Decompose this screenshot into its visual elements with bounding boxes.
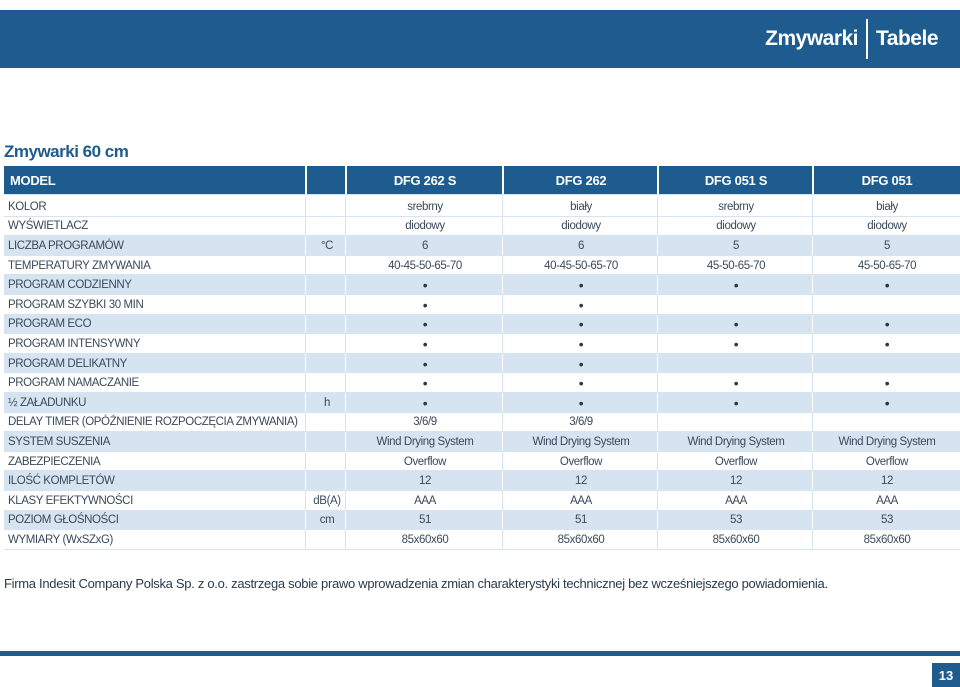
column-divider [345, 236, 346, 256]
row-label: PROGRAM SZYBKI 30 MIN [8, 298, 144, 311]
spec-value [814, 354, 960, 374]
row-label: LICZBA PROGRAMÓW [8, 239, 124, 252]
section-title: Zmywarki 60 cm [4, 142, 129, 161]
header-separator [866, 19, 868, 59]
row-unit: h [324, 396, 330, 409]
spec-value: 6 [578, 239, 584, 252]
spec-value [659, 295, 813, 315]
row-label: ZABEZPIECZENIA [8, 455, 101, 468]
column-divider [305, 166, 307, 194]
feature-dot: • [422, 296, 428, 313]
spec-value: srebrny [407, 200, 443, 213]
spec-value [659, 354, 813, 374]
spec-value: diodowy [405, 220, 445, 233]
feature-dot: • [733, 335, 739, 352]
spec-value: 3/6/9 [569, 416, 593, 429]
column-divider [345, 295, 346, 315]
column-divider [305, 393, 306, 413]
table-row [4, 432, 960, 452]
spec-value: Wind Drying System [376, 435, 474, 448]
spec-value: 40-45-50-65-70 [544, 259, 618, 272]
column-divider [305, 354, 306, 374]
model-header-row [4, 166, 960, 194]
header-section: Zmywarki [765, 27, 859, 50]
column-divider [345, 275, 346, 295]
spec-value: diodowy [867, 220, 907, 233]
column-divider [305, 295, 306, 315]
feature-dot: • [733, 394, 739, 411]
row-label: POZIOM GŁOŚNOŚCI [8, 514, 119, 527]
spec-value: 45-50-65-70 [706, 259, 766, 272]
row-label: DELAY TIMER (OPÓŹNIENIE ROZPOCZĘCIA ZMYWANIA) [8, 416, 298, 429]
feature-dot: • [733, 316, 739, 333]
spec-value: 51 [419, 514, 431, 527]
spec-value: AAA [725, 494, 747, 507]
column-divider [345, 432, 346, 452]
table-row [4, 275, 960, 295]
row-unit: cm [319, 514, 335, 527]
row-unit [309, 373, 345, 393]
feature-dot: • [422, 335, 428, 352]
feature-dot: • [884, 277, 890, 294]
footnote: Firma Indesit Company Polska Sp. z o.o. zastrzega sobie prawo wprowadzenia zmian charakterystyki technicznej bez wcześniejszego powiadomienia. [4, 576, 828, 591]
spec-table [4, 197, 960, 550]
column-divider [305, 452, 306, 472]
table-row [4, 217, 960, 237]
feature-dot: • [578, 394, 584, 411]
table-row [4, 197, 960, 217]
row-label: PROGRAM INTENSYWNY [8, 337, 141, 350]
column-divider [305, 256, 306, 276]
feature-dot: • [422, 375, 428, 392]
column-divider [305, 334, 306, 354]
spec-value: 12 [881, 475, 893, 488]
row-label: WYŚWIETLACZ [8, 220, 88, 233]
spec-value: AAA [876, 494, 898, 507]
spec-value: 53 [881, 514, 893, 527]
column-divider [305, 491, 306, 511]
feature-dot: • [578, 277, 584, 294]
spec-value: Overflow [559, 455, 603, 468]
spec-value [814, 295, 960, 315]
column-divider [345, 354, 346, 374]
table-row [4, 334, 960, 354]
footer-bar [0, 651, 960, 656]
row-unit [309, 256, 345, 276]
model-name: DFG 262 [555, 172, 607, 188]
row-unit [309, 197, 345, 217]
feature-dot: • [422, 355, 428, 372]
feature-dot: • [422, 277, 428, 294]
spec-value: 12 [419, 475, 431, 488]
row-unit [309, 413, 345, 433]
row-unit [309, 354, 345, 374]
feature-dot: • [884, 316, 890, 333]
spec-value: 85x60x60 [863, 533, 911, 546]
column-divider [345, 334, 346, 354]
page-number: 13 [932, 663, 960, 687]
column-divider [305, 236, 306, 256]
spec-value: 53 [730, 514, 742, 527]
feature-dot: • [733, 277, 739, 294]
column-divider [345, 413, 346, 433]
table-row [4, 315, 960, 335]
feature-dot: • [422, 394, 428, 411]
row-label: ILOŚĆ KOMPLETÓW [8, 475, 115, 488]
row-label: KLASY EFEKTYWNOŚCI [8, 494, 133, 507]
spec-value: 40-45-50-65-70 [388, 259, 462, 272]
column-divider [305, 217, 306, 237]
column-divider [305, 511, 306, 531]
spec-value: 85x60x60 [557, 533, 605, 546]
spec-value: 45-50-65-70 [857, 259, 917, 272]
spec-value: 12 [575, 475, 587, 488]
spec-value [659, 413, 813, 433]
row-unit [309, 315, 345, 335]
table-row [4, 373, 960, 393]
table-row [4, 295, 960, 315]
model-label: MODEL [10, 172, 56, 188]
column-divider [345, 373, 346, 393]
row-unit: dB(A) [313, 494, 341, 507]
spec-value: biały [570, 200, 592, 213]
row-unit [309, 334, 345, 354]
column-divider [305, 315, 306, 335]
column-divider [305, 530, 306, 550]
header-subsection: Tabele [876, 27, 938, 50]
header-title [765, 10, 938, 68]
spec-value: 12 [730, 475, 742, 488]
table-row [4, 256, 960, 276]
column-divider [345, 452, 346, 472]
model-name: DFG 262 S [393, 172, 457, 188]
column-divider [305, 432, 306, 452]
spec-value: Wind Drying System [687, 435, 785, 448]
column-divider [345, 217, 346, 237]
spec-value: diodowy [716, 220, 756, 233]
table-row [4, 354, 960, 374]
table-row [4, 491, 960, 511]
column-divider [345, 315, 346, 335]
spec-value: 5 [884, 239, 890, 252]
row-label: ½ ZAŁADUNKU [8, 396, 87, 409]
model-name: DFG 051 [861, 172, 913, 188]
row-label: PROGRAM ECO [8, 318, 92, 331]
spec-value: Overflow [714, 455, 758, 468]
row-unit [309, 432, 345, 452]
column-divider [305, 197, 306, 217]
table-row [4, 236, 960, 256]
column-divider [345, 197, 346, 217]
table-row [4, 452, 960, 472]
spec-value: 85x60x60 [401, 533, 449, 546]
spec-value: Wind Drying System [532, 435, 630, 448]
row-unit [309, 530, 345, 550]
spec-value: srebrny [718, 200, 754, 213]
spec-value: diodowy [561, 220, 601, 233]
row-label: PROGRAM DELIKATNY [8, 357, 127, 370]
feature-dot: • [422, 316, 428, 333]
row-label: TEMPERATURY ZMYWANIA [8, 259, 151, 272]
spec-value: 85x60x60 [712, 533, 760, 546]
row-label: WYMIARY (WxSZxG) [8, 533, 113, 546]
row-unit [309, 452, 345, 472]
table-top-rule [4, 194, 960, 195]
spec-value: biały [876, 200, 898, 213]
feature-dot: • [884, 375, 890, 392]
row-label: PROGRAM CODZIENNY [8, 279, 132, 292]
column-divider [305, 471, 306, 491]
spec-value: 5 [733, 239, 739, 252]
row-unit [309, 275, 345, 295]
table-row [4, 413, 960, 433]
row-label: SYSTEM SUSZENIA [8, 435, 110, 448]
feature-dot: • [733, 375, 739, 392]
column-divider [345, 491, 346, 511]
feature-dot: • [884, 394, 890, 411]
spec-value: Overflow [403, 455, 447, 468]
spec-value: Wind Drying System [838, 435, 936, 448]
feature-dot: • [578, 355, 584, 372]
table-row [4, 393, 960, 413]
spec-value: AAA [414, 494, 436, 507]
row-label: KOLOR [8, 200, 47, 213]
column-divider [345, 471, 346, 491]
feature-dot: • [578, 316, 584, 333]
column-divider [305, 373, 306, 393]
spec-value: Overflow [865, 455, 909, 468]
spec-value: 51 [575, 514, 587, 527]
feature-dot: • [884, 335, 890, 352]
table-row [4, 511, 960, 531]
row-unit [309, 295, 345, 315]
spec-value: 3/6/9 [413, 416, 437, 429]
feature-dot: • [578, 335, 584, 352]
model-name: DFG 051 S [704, 172, 768, 188]
feature-dot: • [578, 375, 584, 392]
spec-value: 6 [422, 239, 428, 252]
row-label: PROGRAM NAMACZANIE [8, 377, 139, 390]
spec-value: AAA [570, 494, 592, 507]
feature-dot: • [578, 296, 584, 313]
spec-value [814, 413, 960, 433]
column-divider [345, 256, 346, 276]
table-row [4, 530, 960, 550]
column-divider [305, 413, 306, 433]
table-row [4, 471, 960, 491]
row-unit [309, 471, 345, 491]
column-divider [345, 530, 346, 550]
column-divider [345, 511, 346, 531]
row-unit: °C [320, 239, 334, 252]
column-divider [305, 275, 306, 295]
column-divider [345, 393, 346, 413]
row-unit [309, 217, 345, 237]
